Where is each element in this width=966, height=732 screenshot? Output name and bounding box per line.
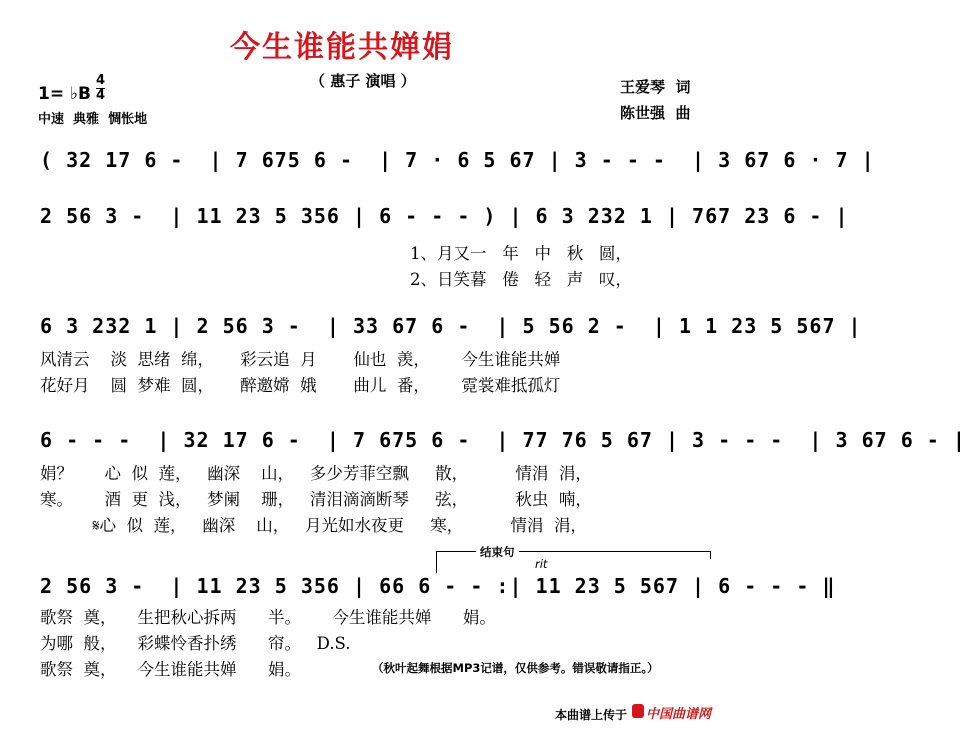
score-line-4: 6 - - - | 32 17 6 - | 7 675 6 - | 77 76 5 67 | 3 - - - | 3 67 6 - | <box>40 428 966 452</box>
score-line-1: ( 32 17 6 - | 7 675 6 - | 7 · 6 5 67 | 3 - - - | 3 67 6 · 7 | <box>40 148 875 172</box>
time-signature-top: 4 <box>96 73 106 88</box>
lyric-line-3a: 风清云 淡 思绪 绵， 彩云追 月 仙也 羡， 今生谁能共婵 <box>40 350 561 369</box>
ending-bracket-left <box>436 551 437 573</box>
site-logo-text[interactable]: 中国曲谱网 <box>646 707 712 722</box>
lyric-line-3b: 花好月 圆 梦难 圆， 醉邀嫦 娥 曲儿 番， 霓裳难抵孤灯 <box>40 376 561 395</box>
performer-line: （ 惠子 演唱 ） <box>310 72 416 90</box>
lyric-line-5a: 歌祭 奠， 生把秋心拆两 半。 今生谁能共婵 娟。 <box>40 608 496 627</box>
lyric-line-4c: 𝄋心 似 莲， 幽深 山， 月光如水夜更 寒， 情涓 涓， <box>40 516 587 535</box>
lyric-line-4a: 娟？ 心 似 莲， 幽深 山， 多少芳菲空飘 散， 情涓 涓， <box>40 464 592 483</box>
ending-bracket-right <box>710 551 711 559</box>
tempo-marking: 中速 典雅 惆怅地 <box>38 112 148 127</box>
lyric-line-2a: 1、月又一 年 中 秋 圆， <box>410 244 632 263</box>
upload-notice: 本曲谱上传于 <box>555 708 628 722</box>
lyricist-credit: 王爱琴 词 <box>620 78 691 96</box>
time-signature-bottom: 4 <box>96 88 106 103</box>
ending-label: 结束句 <box>476 544 519 560</box>
time-signature <box>96 74 105 103</box>
lyric-line-5c: 歌祭 奠， 今生谁能共婵 娟。 <box>40 660 301 679</box>
score-line-5: 2 56 3 - | 11 23 5 356 | 66 6 - - :| 11 23 5 567 | 6 - - - ‖ <box>40 574 836 598</box>
lyric-line-2b: 2、日笑暮 倦 轻 声 叹， <box>410 270 632 289</box>
key-signature: 1= ♭B <box>38 84 91 104</box>
rit-marking: rit <box>535 557 548 571</box>
song-title: 今生谁能共婵娟 <box>230 30 454 65</box>
site-logo-icon <box>632 704 644 718</box>
composer-credit: 陈世强 曲 <box>620 104 691 122</box>
score-line-2: 2 56 3 - | 11 23 5 356 | 6 - - - ) | 6 3 232 1 | 767 23 6 - | <box>40 204 849 228</box>
score-line-3: 6 3 232 1 | 2 56 3 - | 33 67 6 - | 5 56 2 - | 1 1 23 5 567 | <box>40 314 862 338</box>
lyric-line-4b: 寒。 酒 更 浅， 梦阑 珊， 清泪滴滴断琴 弦， 秋虫 喃， <box>40 490 592 509</box>
lyric-line-5b: 为哪 般， 彩蝶怜香扑绣 帘。 D.S. <box>40 634 351 653</box>
transcription-note: （秋叶起舞根据MP3记谱，仅供参考。错误敬请指正。） <box>372 661 659 675</box>
